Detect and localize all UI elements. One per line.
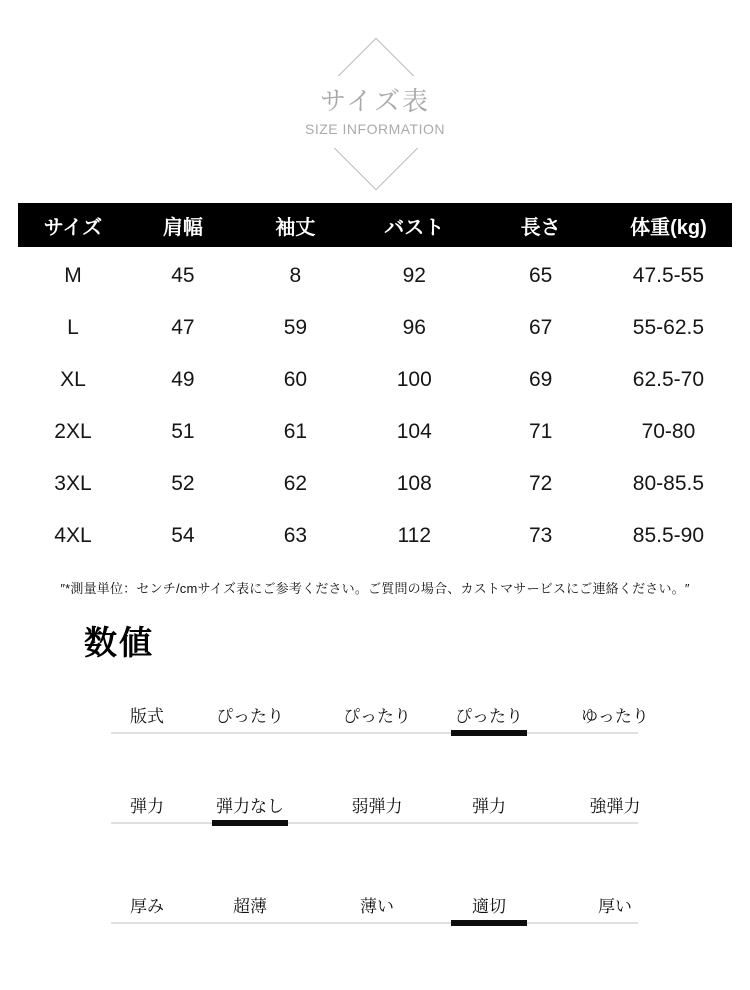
table-cell: 65 — [528, 264, 553, 287]
metric-option: 薄い — [360, 897, 394, 916]
table-row — [18, 250, 732, 302]
table-cell: 55-62.5 — [632, 316, 705, 339]
metric-option: 強弾力 — [589, 797, 641, 816]
table-cell: 67 — [528, 316, 553, 339]
metric-option: 弾力なし — [216, 792, 284, 822]
table-cell: 108 — [396, 472, 432, 495]
table-cell: 70-80 — [641, 420, 696, 443]
metric-row-thickness — [111, 892, 638, 924]
table-row — [18, 354, 732, 406]
table-cell: XL — [60, 368, 86, 391]
table-cell: L — [67, 316, 79, 339]
table-cell: 80-85.5 — [632, 472, 705, 495]
metric-row-label: 弾力 — [130, 797, 164, 816]
metric-option: 適切 — [472, 892, 506, 922]
metric-row-label: 厚み — [130, 897, 164, 916]
measurement-footnote: ″*測量単位：センチ/cmサイズ表にご参考ください。ご質問の場合、カストマサービスにご連絡ください。″ — [60, 581, 690, 596]
table-cell: 100 — [396, 368, 432, 391]
size-table-header — [18, 203, 732, 247]
table-cell: 112 — [397, 524, 431, 547]
table-row — [18, 510, 732, 562]
table-cell: 63 — [283, 524, 308, 547]
table-cell: 51 — [171, 420, 195, 443]
table-cell: 72 — [528, 472, 553, 495]
table-cell: 8 — [289, 264, 302, 287]
metric-option: ぴったり — [455, 702, 523, 732]
metric-option: ゆったり — [581, 707, 649, 726]
column-header-bust: バスト — [384, 216, 445, 239]
table-cell: 104 — [396, 420, 432, 443]
metric-row-elasticity — [111, 792, 641, 824]
table-cell: 2XL — [54, 420, 92, 443]
table-cell: 47 — [171, 316, 195, 339]
table-row — [18, 458, 732, 510]
table-cell: 4XL — [54, 524, 92, 547]
table-cell: 69 — [528, 368, 553, 391]
table-cell: 62.5-70 — [632, 368, 705, 391]
table-cell: 71 — [528, 420, 553, 443]
table-cell: 49 — [171, 368, 195, 391]
column-header-sleeve: 袖丈 — [275, 216, 316, 239]
table-cell: 45 — [171, 264, 195, 287]
table-cell: 61 — [283, 420, 308, 443]
table-cell: M — [64, 264, 82, 287]
table-cell: 60 — [283, 368, 308, 391]
table-cell: 85.5-90 — [632, 524, 705, 547]
table-row — [18, 302, 732, 354]
hero — [293, 76, 457, 148]
metric-option: ぴったり — [216, 707, 284, 726]
size-chart-title: サイズ表 — [320, 86, 430, 117]
size-table — [18, 203, 732, 562]
column-header-size: サイズ — [43, 216, 103, 239]
metric-option: 弾力 — [472, 797, 506, 816]
size-table-body — [18, 247, 732, 562]
table-cell: 92 — [402, 264, 426, 287]
table-cell: 54 — [171, 524, 195, 547]
column-header-length: 長さ — [520, 216, 561, 239]
metrics-heading: 数値 — [84, 624, 154, 661]
metric-option: 厚い — [598, 897, 632, 916]
table-cell: 3XL — [54, 472, 92, 495]
metric-option: ぴったり — [343, 707, 411, 726]
metric-row-label: 版式 — [130, 707, 164, 726]
table-cell: 62 — [283, 472, 308, 495]
table-row — [18, 406, 732, 458]
metric-option: 弱弾力 — [351, 797, 403, 816]
table-cell: 47.5-55 — [632, 264, 705, 287]
column-header-weight: 体重(kg) — [630, 216, 707, 239]
table-cell: 73 — [528, 524, 553, 547]
table-cell: 96 — [402, 316, 426, 339]
column-header-shoulder: 肩幅 — [162, 216, 203, 239]
metric-option: 超薄 — [233, 897, 267, 916]
table-cell: 59 — [283, 316, 308, 339]
table-cell: 52 — [171, 472, 195, 495]
metric-row-fit — [111, 702, 649, 734]
size-chart-subtitle: SIZE INFORMATION — [305, 120, 445, 137]
